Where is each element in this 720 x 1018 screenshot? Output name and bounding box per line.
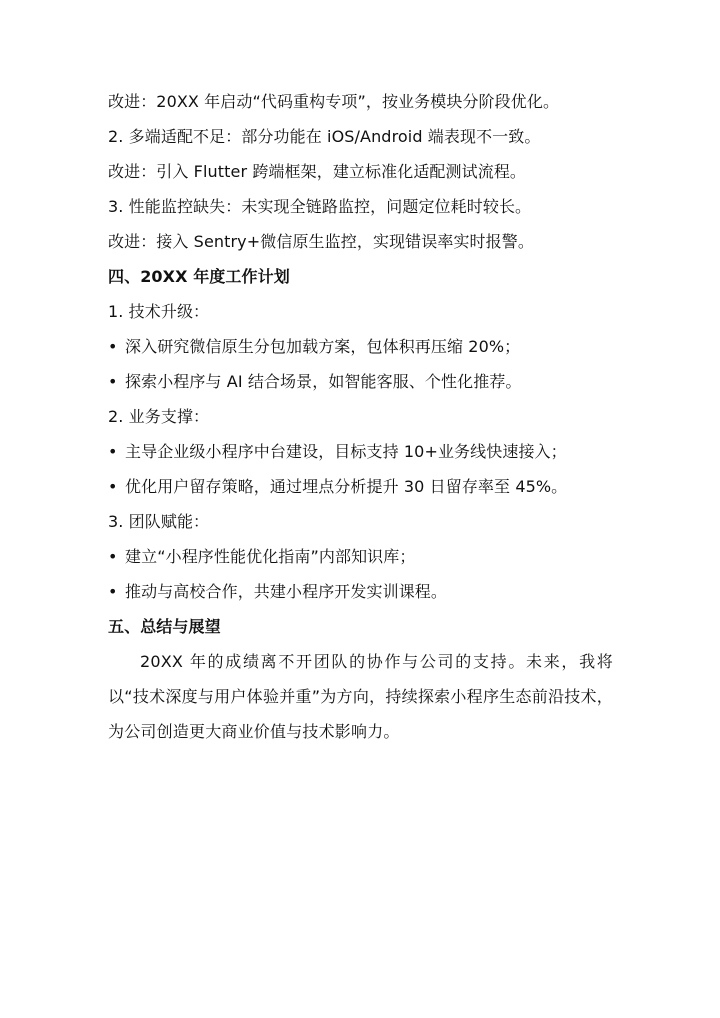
issue-line-2: 2. 多端适配不足：部分功能在 iOS/Android 端表现不一致。 xyxy=(108,127,541,146)
improvement-line-2: 改进：引入 Flutter 跨端框架，建立标准化适配测试流程。 xyxy=(108,162,527,181)
issue-line-3: 3. 性能监控缺失：未实现全链路监控，问题定位耗时较长。 xyxy=(108,197,532,216)
list-item xyxy=(108,434,618,469)
list-item xyxy=(108,539,618,574)
list-item-text: 主导企业级小程序中台建设，目标支持 10+业务线快速接入； xyxy=(125,442,567,461)
list-item xyxy=(108,329,618,364)
bullet-icon: • xyxy=(108,442,118,461)
plan-group-3-heading: 3. 团队赋能： xyxy=(108,512,210,531)
bullet-icon: • xyxy=(108,582,118,601)
list-item-text: 推动与高校合作，共建小程序开发实训课程。 xyxy=(125,582,448,601)
list-item xyxy=(108,469,618,504)
list-item xyxy=(108,364,618,399)
improvement-line-3: 改进：接入 Sentry+微信原生监控，实现错误率实时报警。 xyxy=(108,232,534,251)
document-content xyxy=(108,84,618,749)
improvement-line-1: 改进：20XX 年启动“代码重构专项”，按业务模块分阶段优化。 xyxy=(108,92,560,111)
bullet-icon: • xyxy=(108,477,118,496)
section-4-title: 四、20XX 年度工作计划 xyxy=(108,267,290,286)
bullet-icon: • xyxy=(108,337,118,356)
section-5-title: 五、总结与展望 xyxy=(108,617,221,636)
plan-group-1-heading: 1. 技术升级： xyxy=(108,302,210,321)
list-item-text: 优化用户留存策略，通过埋点分析提升 30 日留存率至 45%。 xyxy=(125,477,568,496)
bullet-icon: • xyxy=(108,372,118,391)
list-item-text: 建立“小程序性能优化指南”内部知识库； xyxy=(125,547,416,566)
list-item-text: 探索小程序与 AI 结合场景，如智能客服、个性化推荐。 xyxy=(125,372,522,391)
summary-paragraph: 20XX 年的成绩离不开团队的协作与公司的支持。未来，我将以“技术深度与用户体验并重”为方向，持续探索小程序生态前沿技术，为公司创造更大商业价值与技术影响力。 xyxy=(108,652,613,741)
plan-group-2-heading: 2. 业务支撑： xyxy=(108,407,210,426)
bullet-icon: • xyxy=(108,547,118,566)
list-item-text: 深入研究微信原生分包加载方案，包体积再压缩 20%； xyxy=(125,337,521,356)
list-item xyxy=(108,574,618,609)
